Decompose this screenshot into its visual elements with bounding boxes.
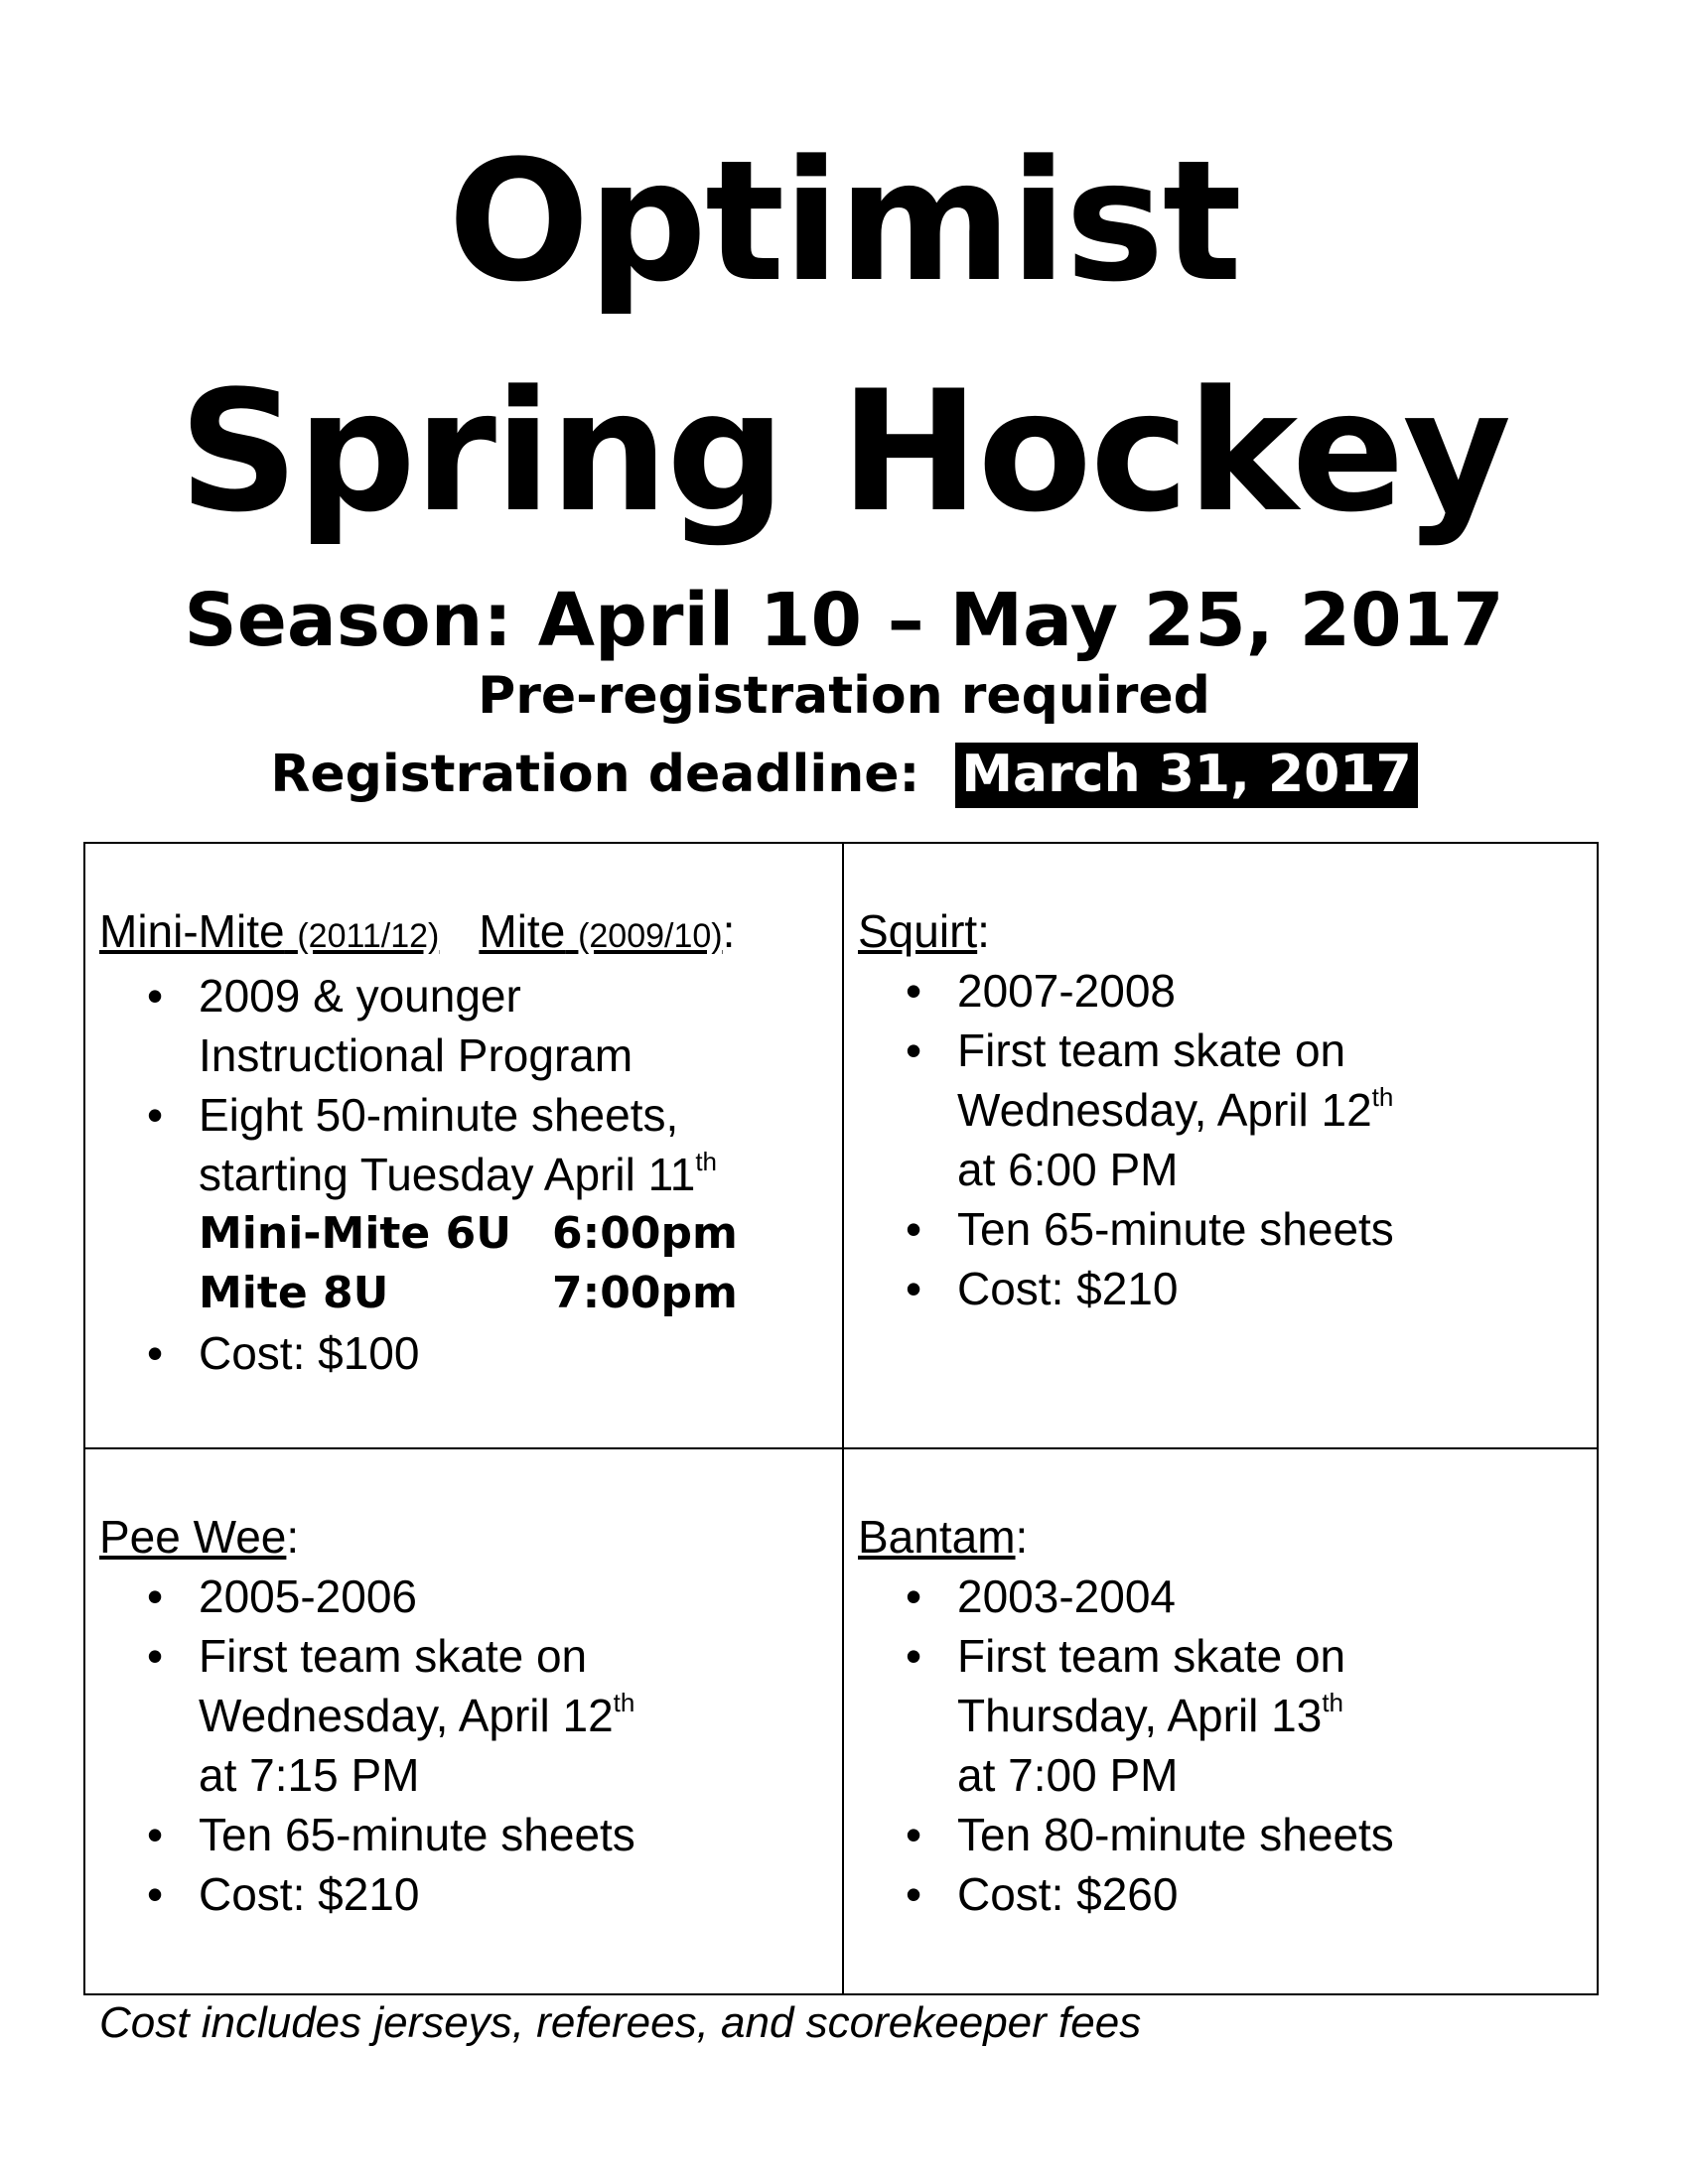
mini-mite-cell bbox=[99, 901, 738, 1383]
mini-mite-program: Instructional Program bbox=[199, 1029, 633, 1081]
bullet-icon: • bbox=[906, 1024, 922, 1076]
deadline-date: March 31, 2017 bbox=[955, 743, 1417, 808]
list-item bbox=[99, 1323, 738, 1383]
bantam-date-text: Thursday, April 13 bbox=[957, 1690, 1323, 1741]
mite-label: Mite bbox=[479, 905, 566, 957]
mini-mite-start bbox=[199, 1145, 738, 1204]
pee-wee-date-text: Wednesday, April 12 bbox=[199, 1690, 614, 1741]
squirt-colon: : bbox=[977, 905, 990, 957]
bantam-heading bbox=[858, 1507, 1394, 1567]
bantam-cost: Cost: $260 bbox=[957, 1868, 1179, 1920]
bullet-icon: • bbox=[147, 970, 164, 1022]
bantam-label: Bantam bbox=[858, 1511, 1016, 1563]
bullet-icon: • bbox=[147, 1089, 164, 1141]
bullet-icon: • bbox=[147, 1327, 164, 1379]
ordinal-suffix: th bbox=[613, 1688, 635, 1717]
bullet-icon: • bbox=[147, 1630, 164, 1682]
bantam-date bbox=[957, 1686, 1394, 1745]
grid-horizontal-divider bbox=[85, 1447, 1597, 1449]
squirt-years: 2007-2008 bbox=[957, 965, 1176, 1017]
time-label: Mite 8U bbox=[199, 1268, 389, 1318]
squirt-cost: Cost: $210 bbox=[957, 1263, 1179, 1314]
bantam-first-skate: First team skate on bbox=[957, 1630, 1346, 1682]
bantam-sheets: Ten 80-minute sheets bbox=[957, 1809, 1394, 1860]
bullet-icon: • bbox=[147, 1809, 164, 1860]
bullet-icon: • bbox=[906, 965, 922, 1017]
deadline-label: Registration deadline: bbox=[270, 745, 920, 804]
bullet-icon: • bbox=[147, 1570, 164, 1622]
squirt-date bbox=[957, 1080, 1394, 1140]
list-item bbox=[858, 1259, 1394, 1318]
cost-footnote: Cost includes jerseys, referees, and scorekeeper fees bbox=[99, 1998, 1142, 2047]
grid-vertical-divider bbox=[842, 844, 844, 1993]
mini-mite-cost: Cost: $100 bbox=[199, 1327, 420, 1379]
time-value: 7:00pm bbox=[552, 1268, 738, 1318]
bullet-icon: • bbox=[906, 1868, 922, 1920]
list-item bbox=[99, 1805, 635, 1864]
pee-wee-time: at 7:15 PM bbox=[199, 1749, 420, 1801]
time-label: Mini-Mite 6U bbox=[199, 1208, 511, 1259]
bullet-icon: • bbox=[906, 1809, 922, 1860]
mite-8u-time bbox=[199, 1264, 738, 1323]
list-item bbox=[99, 966, 738, 1085]
squirt-list bbox=[858, 961, 1394, 1318]
time-value: 6:00pm bbox=[552, 1208, 738, 1259]
squirt-date-text: Wednesday, April 12 bbox=[957, 1084, 1372, 1136]
mini-mite-colon: : bbox=[722, 905, 736, 957]
list-item bbox=[858, 1199, 1394, 1259]
squirt-first-skate: First team skate on bbox=[957, 1024, 1346, 1076]
pee-wee-years: 2005-2006 bbox=[199, 1570, 417, 1622]
mini-mite-age: 2009 & younger bbox=[199, 970, 521, 1022]
pee-wee-list bbox=[99, 1567, 635, 1924]
mini-mite-label: Mini-Mite bbox=[99, 905, 285, 957]
bantam-colon: : bbox=[1015, 1511, 1029, 1563]
bantam-list bbox=[858, 1567, 1394, 1924]
squirt-heading bbox=[858, 901, 1394, 961]
pee-wee-heading bbox=[99, 1507, 635, 1567]
list-item bbox=[858, 1864, 1394, 1924]
bullet-icon: • bbox=[906, 1570, 922, 1622]
mite-years: (2009/10) bbox=[578, 917, 723, 955]
list-item bbox=[858, 1805, 1394, 1864]
bullet-icon: • bbox=[147, 1868, 164, 1920]
pee-wee-sheets: Ten 65-minute sheets bbox=[199, 1809, 635, 1860]
pee-wee-cell bbox=[99, 1507, 635, 1924]
title-optimist: Optimist bbox=[448, 124, 1240, 319]
pee-wee-colon: : bbox=[286, 1511, 300, 1563]
list-item bbox=[858, 1626, 1394, 1805]
list-item bbox=[858, 1021, 1394, 1199]
mini-mite-list bbox=[99, 966, 738, 1383]
list-item bbox=[99, 1085, 738, 1323]
mini-mite-6u-time bbox=[199, 1204, 738, 1264]
mini-mite-sheets: Eight 50-minute sheets, bbox=[199, 1089, 679, 1141]
mini-mite-heading bbox=[99, 901, 738, 966]
list-item bbox=[99, 1864, 635, 1924]
ordinal-suffix: th bbox=[695, 1147, 718, 1176]
bantam-years: 2003-2004 bbox=[957, 1570, 1176, 1622]
mini-mite-years: (2011/12) bbox=[297, 917, 440, 955]
pee-wee-date bbox=[199, 1686, 635, 1745]
list-item bbox=[858, 961, 1394, 1021]
program-grid bbox=[83, 842, 1599, 1995]
list-item bbox=[99, 1626, 635, 1805]
bullet-icon: • bbox=[906, 1203, 922, 1255]
pee-wee-label: Pee Wee bbox=[99, 1511, 287, 1563]
squirt-label: Squirt bbox=[858, 905, 978, 957]
squirt-time: at 6:00 PM bbox=[957, 1144, 1179, 1195]
squirt-sheets: Ten 65-minute sheets bbox=[957, 1203, 1394, 1255]
season-dates: Season: April 10 – May 25, 2017 bbox=[184, 578, 1504, 663]
title-spring-hockey: Spring Hockey bbox=[178, 354, 1510, 549]
list-item bbox=[99, 1567, 635, 1626]
preregistration-note: Pre-registration required bbox=[478, 666, 1210, 726]
ordinal-suffix: th bbox=[1322, 1688, 1344, 1717]
registration-deadline bbox=[0, 740, 1688, 809]
pee-wee-first-skate: First team skate on bbox=[199, 1630, 588, 1682]
mini-mite-start-text: starting Tuesday April 11 bbox=[199, 1149, 696, 1200]
bantam-cell bbox=[858, 1507, 1394, 1924]
ordinal-suffix: th bbox=[1371, 1082, 1394, 1112]
bantam-time: at 7:00 PM bbox=[957, 1749, 1179, 1801]
list-item bbox=[858, 1567, 1394, 1626]
pee-wee-cost: Cost: $210 bbox=[199, 1868, 420, 1920]
bullet-icon: • bbox=[906, 1263, 922, 1314]
bullet-icon: • bbox=[906, 1630, 922, 1682]
squirt-cell bbox=[858, 901, 1394, 1318]
